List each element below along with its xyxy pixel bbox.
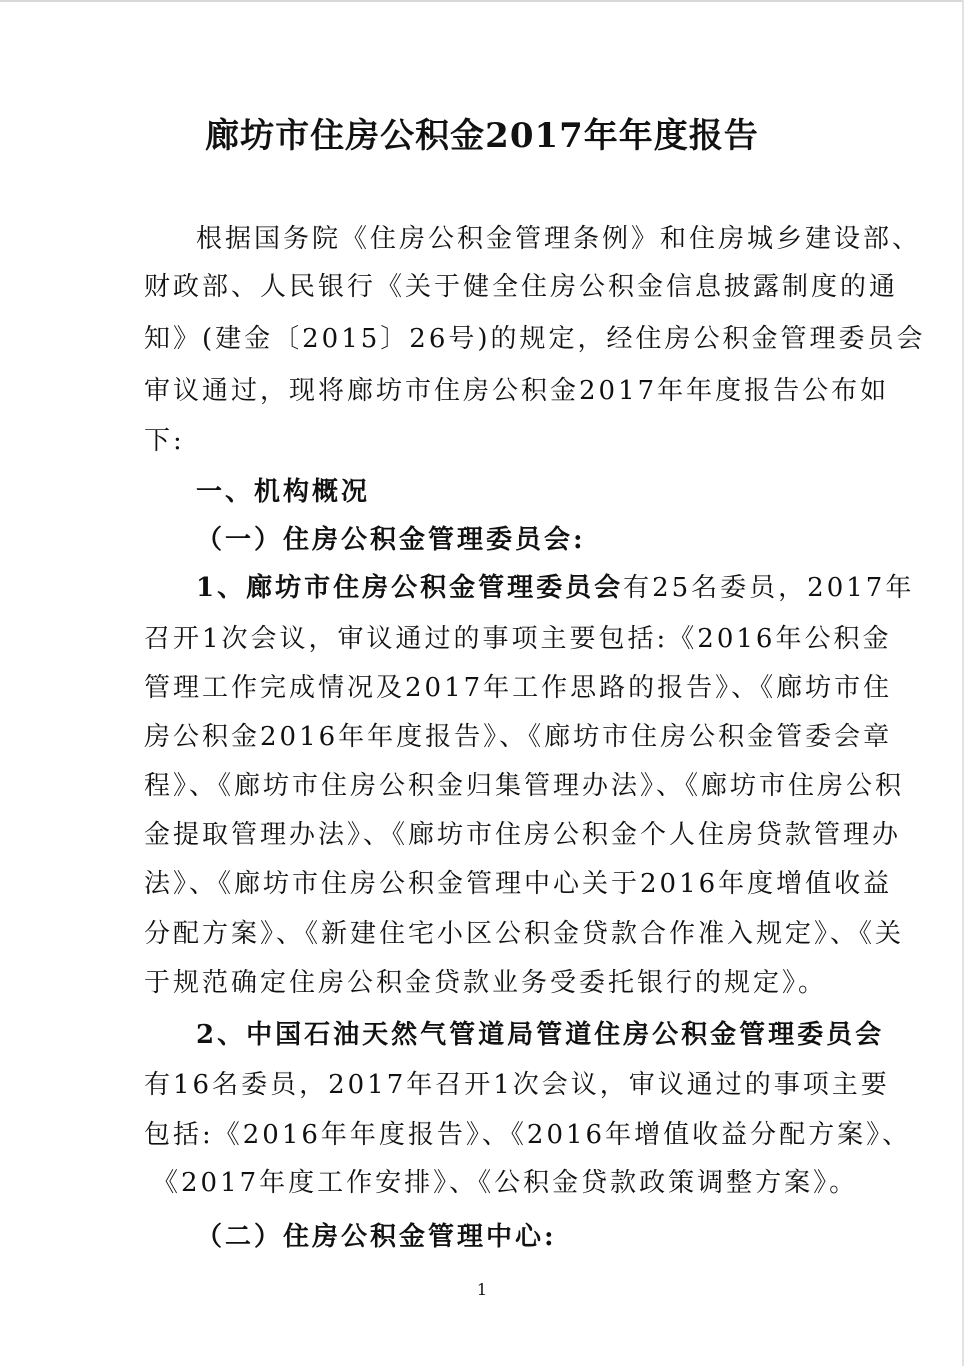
item-1-line-2: 召开1次会议，审议通过的事项主要包括:《2016年公积金 xyxy=(144,624,892,654)
paragraph-line-2: 财政部、人民银行《关于健全住房公积金信息披露制度的通 xyxy=(144,272,899,302)
committee-name-langfang: 1、廊坊市住房公积金管理委员会 xyxy=(196,573,624,603)
item-1-line-3: 管理工作完成情况及2017年工作思路的报告》、《廊坊市住 xyxy=(144,673,893,703)
paragraph-line-3: 知》(建金〔2015〕26号)的规定，经住房公积金管理委员会 xyxy=(144,324,926,354)
item-2-line-3: 包括:《2016年年度报告》、《2016年增值收益分配方案》、 xyxy=(144,1120,912,1150)
committee-name-pipeline: 2、中国石油天然气管道局管道住房公积金管理委员会 xyxy=(196,1020,885,1050)
scan-edge-top xyxy=(0,0,964,2)
item-2-line-4: 《2017年度工作安排》、《公积金贷款政策调整方案》。 xyxy=(152,1168,859,1198)
item-1-line-8: 分配方案》、《新建住宅小区公积金贷款合作准入规定》、《关 xyxy=(144,919,905,949)
item-1-line-1-rest: 有25名委员，2017年 xyxy=(623,573,915,603)
item-1-line-6: 金提取管理办法》、《廊坊市住房公积金个人住房贷款管理办 xyxy=(144,820,902,850)
item-1-line-5: 程》、《廊坊市住房公积金归集管理办法》、《廊坊市住房公积 xyxy=(144,771,905,801)
subsection-heading-2: （二）住房公积金管理中心: xyxy=(196,1222,557,1252)
section-heading-1: 一、机构概况 xyxy=(196,477,371,507)
paragraph-line-4: 审议通过，现将廊坊市住房公积金2017年年度报告公布如 xyxy=(144,376,890,406)
paragraph-line-1: 根据国务院《住房公积金管理条例》和住房城乡建设部、 xyxy=(196,224,922,254)
item-1-line-1 xyxy=(196,571,914,605)
item-2-line-2: 有16名委员，2017年召开1次会议，审议通过的事项主要 xyxy=(144,1070,890,1100)
item-1-line-9: 于规范确定住房公积金贷款业务受委托银行的规定》。 xyxy=(144,968,828,998)
item-1-line-4: 房公积金2016年年度报告》、《廊坊市住房公积金管委会章 xyxy=(144,722,893,752)
subsection-heading-1: （一）住房公积金管理委员会: xyxy=(196,525,586,555)
paragraph-line-5: 下: xyxy=(144,426,185,456)
document-title: 廊坊市住房公积金2017年年度报告 xyxy=(205,116,759,156)
item-1-line-7: 法》、《廊坊市住房公积金管理中心关于2016年度增值收益 xyxy=(144,869,893,899)
page-number: 1 xyxy=(476,1280,488,1299)
